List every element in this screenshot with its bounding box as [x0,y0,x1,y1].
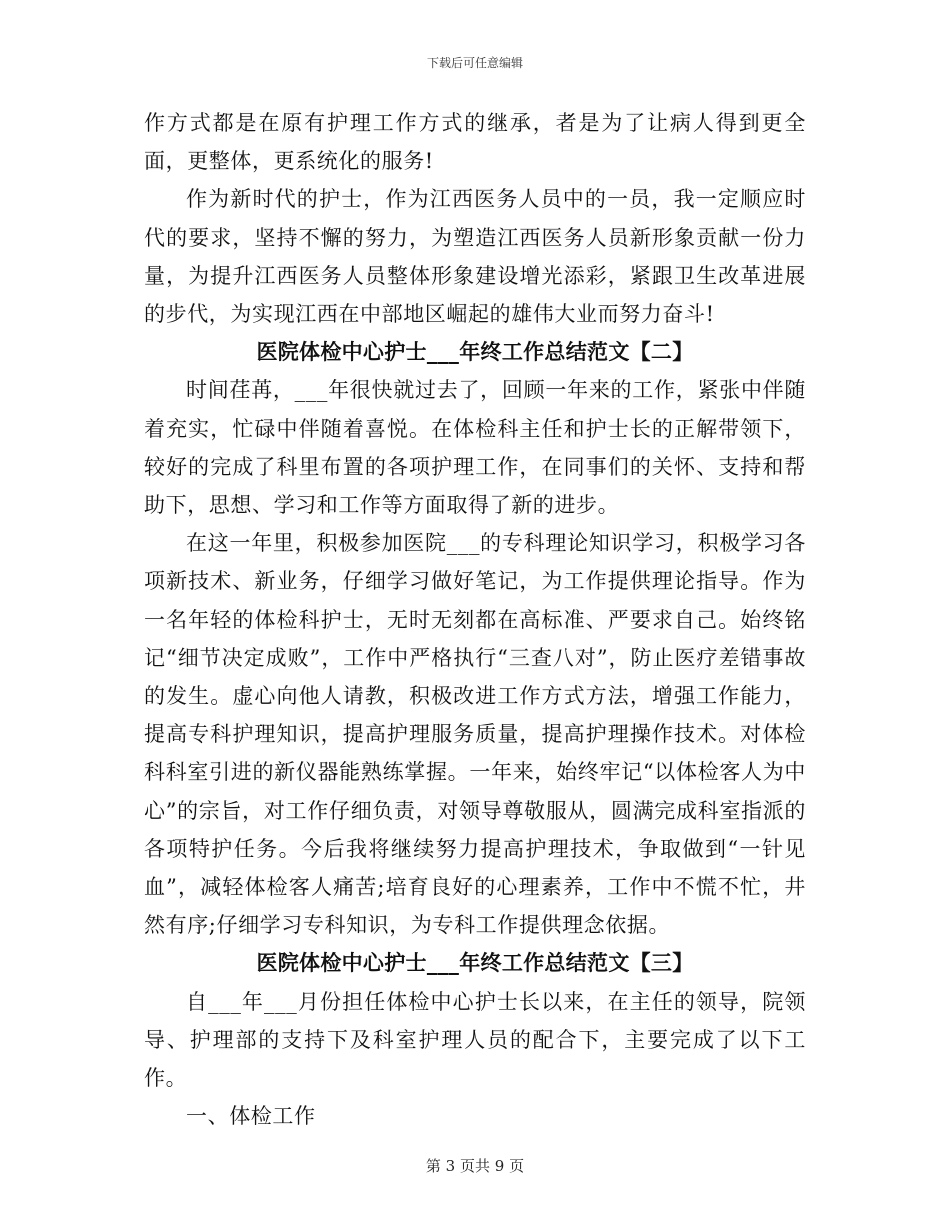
section-heading-3: 医院体检中心护士___年终工作总结范文【三】 [256,950,694,976]
paragraph-continuation: 作方式都是在原有护理工作方式的继承，者是为了让病人得到更全面，更整体，更系统化的服务! [144,111,806,174]
page-footer: 第 3 页共 9 页 [425,1157,525,1175]
document-body [144,104,806,1135]
page-header: 下载后可任意编辑 [426,56,523,70]
paragraph-nurse-commitment: 作为新时代的护士，作为江西医务人员中的一员，我一定顺应时代的要求，坚持不懈的努力，为塑造江西医务人员新形象贡献一份力量，为提升江西医务人员整体形象建设增光添彩，紧跟卫生改革进展的步代，为实现江西在中部地区崛起的雄伟大业而努力奋斗! [144,187,806,327]
section-heading-2: 医院体检中心护士___年终工作总结范文【二】 [256,339,694,365]
list-item-physical-exam-work: 一、体检工作 [186,1104,316,1129]
paragraph-year-study: 在这一年里，积极参加医院___的专科理论知识学习，积极学习各项新技术、新业务，仔细学习做好笔记，为工作提供理论指导。作为一名年轻的体检科护士，无时无刻都在高标准、严要求自己。始终铭记“细节决定成败”，工作中严格执行“三查八对”，防止医疗差错事故的发生。虚心向他人请教，积极改进工作方式方法，增强工作能力，提高专科护理知识，提高护理服务质量，提高护理操作技术。对体检科科室引进的新仪器能熟练掌握。一年来，始终牢记“以体检客人为中心”的宗旨，对工作仔细负责，对领导尊敬服从，圆满完成科室指派的各项特护任务。今后我将继续努力提高护理技术，争取做到“一针见血”，减轻体检客人痛苦;培育良好的心理素养，工作中不慌不忙，井然有序;仔细学习专科知识，为专科工作提供理念依据。 [144,531,806,938]
paragraph-time-review: 时间荏苒，___年很快就过去了，回顾一年来的工作，紧张中伴随着充实，忙碌中伴随着喜悦。在体检科主任和护士长的正解带领下，较好的完成了科里布置的各项护理工作，在同事们的关怀、支持和帮助下，思想、学习和工作等方面取得了新的进步。 [144,378,806,518]
paragraph-head-nurse: 自___年___月份担任体检中心护士长以来，在主任的领导，院领导、护理部的支持下及科室护理人员的配合下，主要完成了以下工作。 [144,989,806,1091]
